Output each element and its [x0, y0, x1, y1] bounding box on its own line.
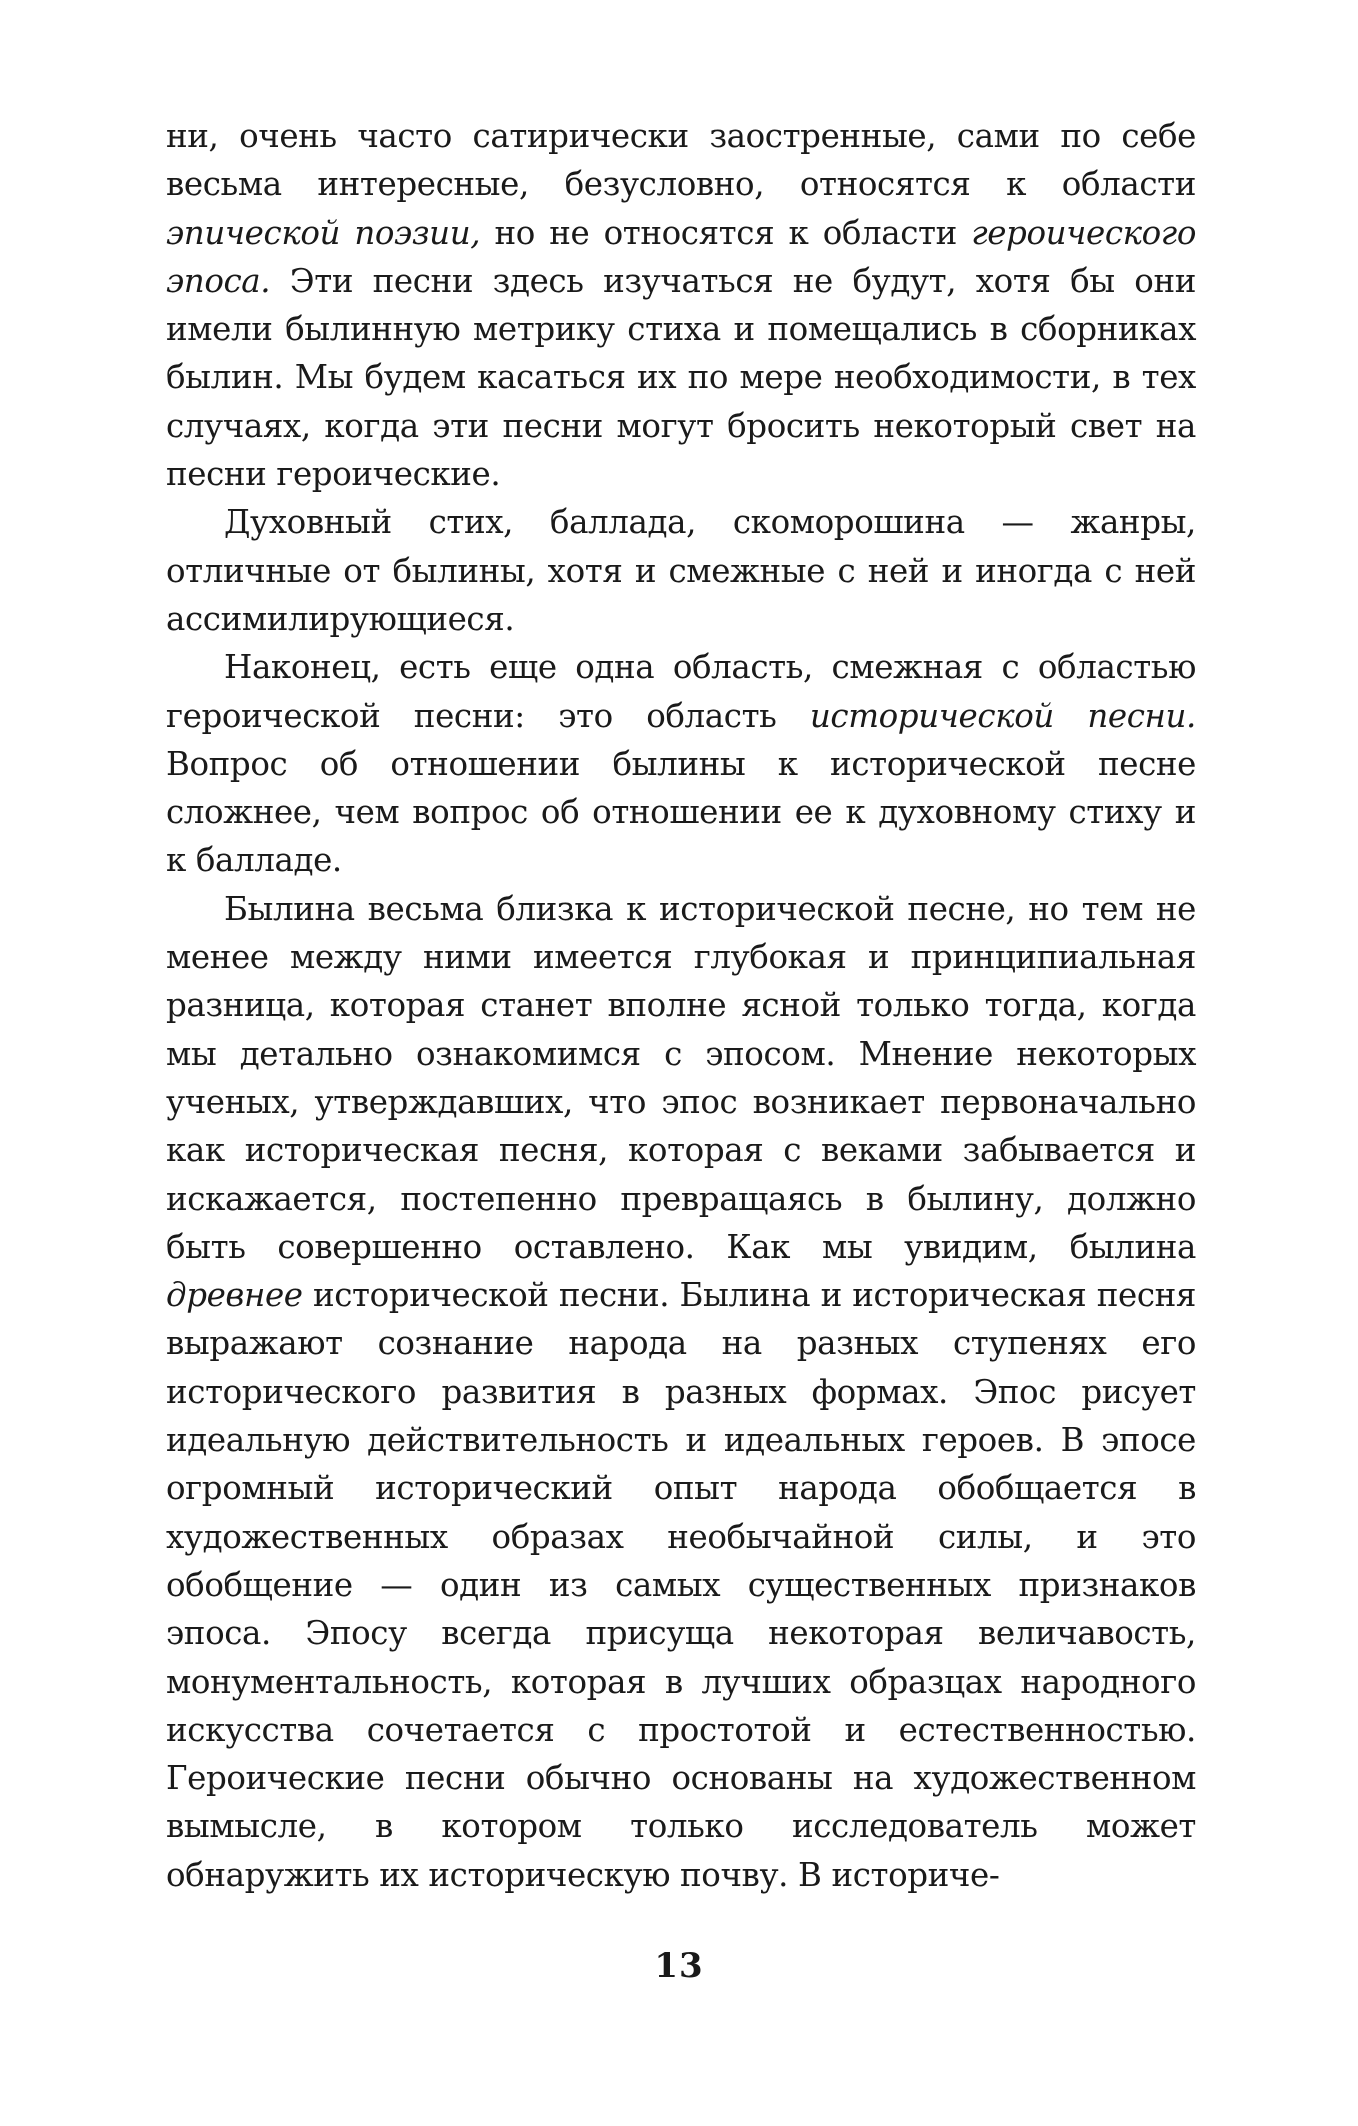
italic-text-run: древнее [166, 1276, 303, 1315]
italic-text-run: исторической песни. [809, 696, 1196, 735]
italic-text-run: героического эпоса. [166, 213, 1196, 300]
text-run: но не относятся к области [480, 213, 972, 252]
paragraph [166, 643, 1196, 884]
text-run: Былина весьма близка к исторической песне, но тем не менее между ними имеется глубокая и принципиальная разница, которая станет вполне ясной только тогда, когда мы детально ознакомимся с эпосом. Мнение некоторых ученых, утверждавших, что эпос возникает первоначально как историческая песня, которая с веками забывается и искажается, постепенно превращаясь в былину, должно быть совершенно оставлено. Как мы увидим, былина [166, 889, 1196, 1266]
text-run: ни, очень часто сатирически заостренные, сами по себе весьма интересные, безусловно, относятся к области [166, 117, 1196, 204]
text-run: Вопрос об отношении былины к исторической песне сложнее, чем вопрос об отношении ее к духовному стиху и к балладе. [166, 744, 1196, 880]
page-number: 13 [654, 1946, 704, 1986]
paragraph [166, 885, 1196, 1899]
italic-text-run: эпической поэзии, [166, 213, 481, 252]
paragraph [166, 112, 1196, 498]
text-run: исторической песни. Былина и историческая песня выражают сознание народа на разных ступенях его исторического развития в разных формах. Эпос рисует идеальную действительность и идеальных героев. В эпосе огромный исторический опыт народа обобщается в художественных образах необычайной силы, и это обобщение — один из самых существенных признаков эпоса. Эпосу всегда присуща некоторая величавость, монументальность, которая в лучших образцах народного искусства сочетается с простотой и естественностью. Героические песни обычно основаны на художественном вымысле, в котором только исследователь может обнаружить их историческую почву. В историче- [166, 1276, 1196, 1894]
text-run: Наконец, есть еще одна область, смежная с областью героической песни: это область [166, 648, 1196, 735]
page-text [166, 112, 1196, 1899]
text-run: Духовный стих, баллада, скоморошина — жанры, отличные от былины, хотя и смежные с ней и иногда с ней ассимилирующиеся. [166, 503, 1196, 638]
paragraph [166, 498, 1196, 643]
text-run: Эти песни здесь изучаться не будут, хотя бы они имели былинную метрику стиха и помещались в сборниках былин. Мы будем касаться их по мере необходимости, в тех случаях, когда эти песни могут бросить некоторый свет на песни героические. [166, 261, 1196, 494]
